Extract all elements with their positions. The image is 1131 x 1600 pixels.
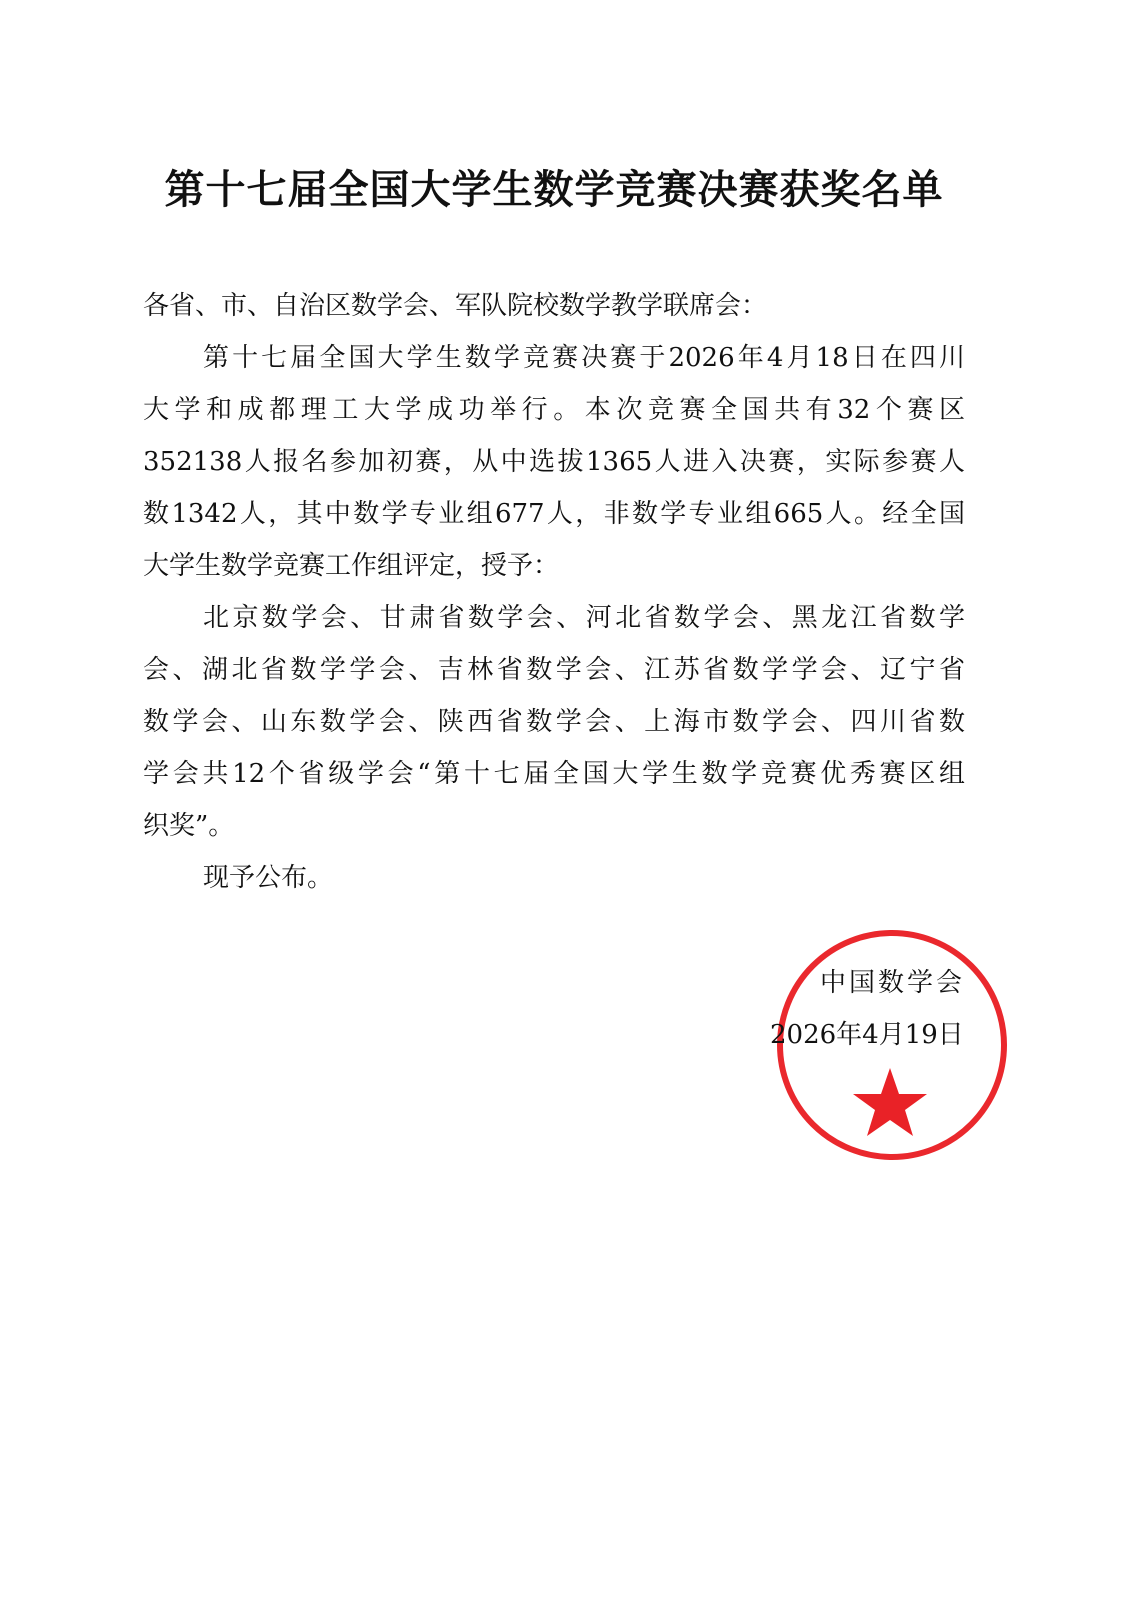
paragraph-line: 大学生数学竞赛工作组评定，授予： xyxy=(143,551,560,581)
paragraph-line: 数1342人，其中数学专业组677人，非数学专业组665人。经全国 xyxy=(143,499,965,529)
paragraph-line: 织奖”。 xyxy=(143,811,235,841)
signature-org: 中国数学会 xyxy=(820,968,966,998)
closing-line: 现予公布。 xyxy=(203,863,334,893)
paragraph-line: 北京数学会、甘肃省数学会、河北省数学会、黑龙江省数学 xyxy=(203,603,965,633)
signature-date: 2026年4月19日 xyxy=(770,1020,964,1050)
paragraph-line: 352138人报名参加初赛，从中选拔1365人进入决赛，实际参赛人 xyxy=(143,447,965,477)
paragraph-line: 第十七届全国大学生数学竞赛决赛于2026年4月18日在四川 xyxy=(203,343,965,373)
paragraph-line: 数学会、山东数学会、陕西省数学会、上海市数学会、四川省数 xyxy=(143,707,965,737)
paragraph-line: 会、湖北省数学学会、吉林省数学会、江苏省数学学会、辽宁省 xyxy=(143,655,965,685)
paragraph-line: 大学和成都理工大学成功举行。本次竞赛全国共有32个赛区 xyxy=(143,395,965,425)
document-title: 第十七届全国大学生数学竞赛决赛获奖名单 xyxy=(164,167,944,213)
star-icon xyxy=(853,1068,927,1136)
salutation: 各省、市、自治区数学会、军队院校数学教学联席会： xyxy=(143,291,768,321)
paragraph-line: 学会共12个省级学会“第十七届全国大学生数学竞赛优秀赛区组 xyxy=(143,759,965,789)
